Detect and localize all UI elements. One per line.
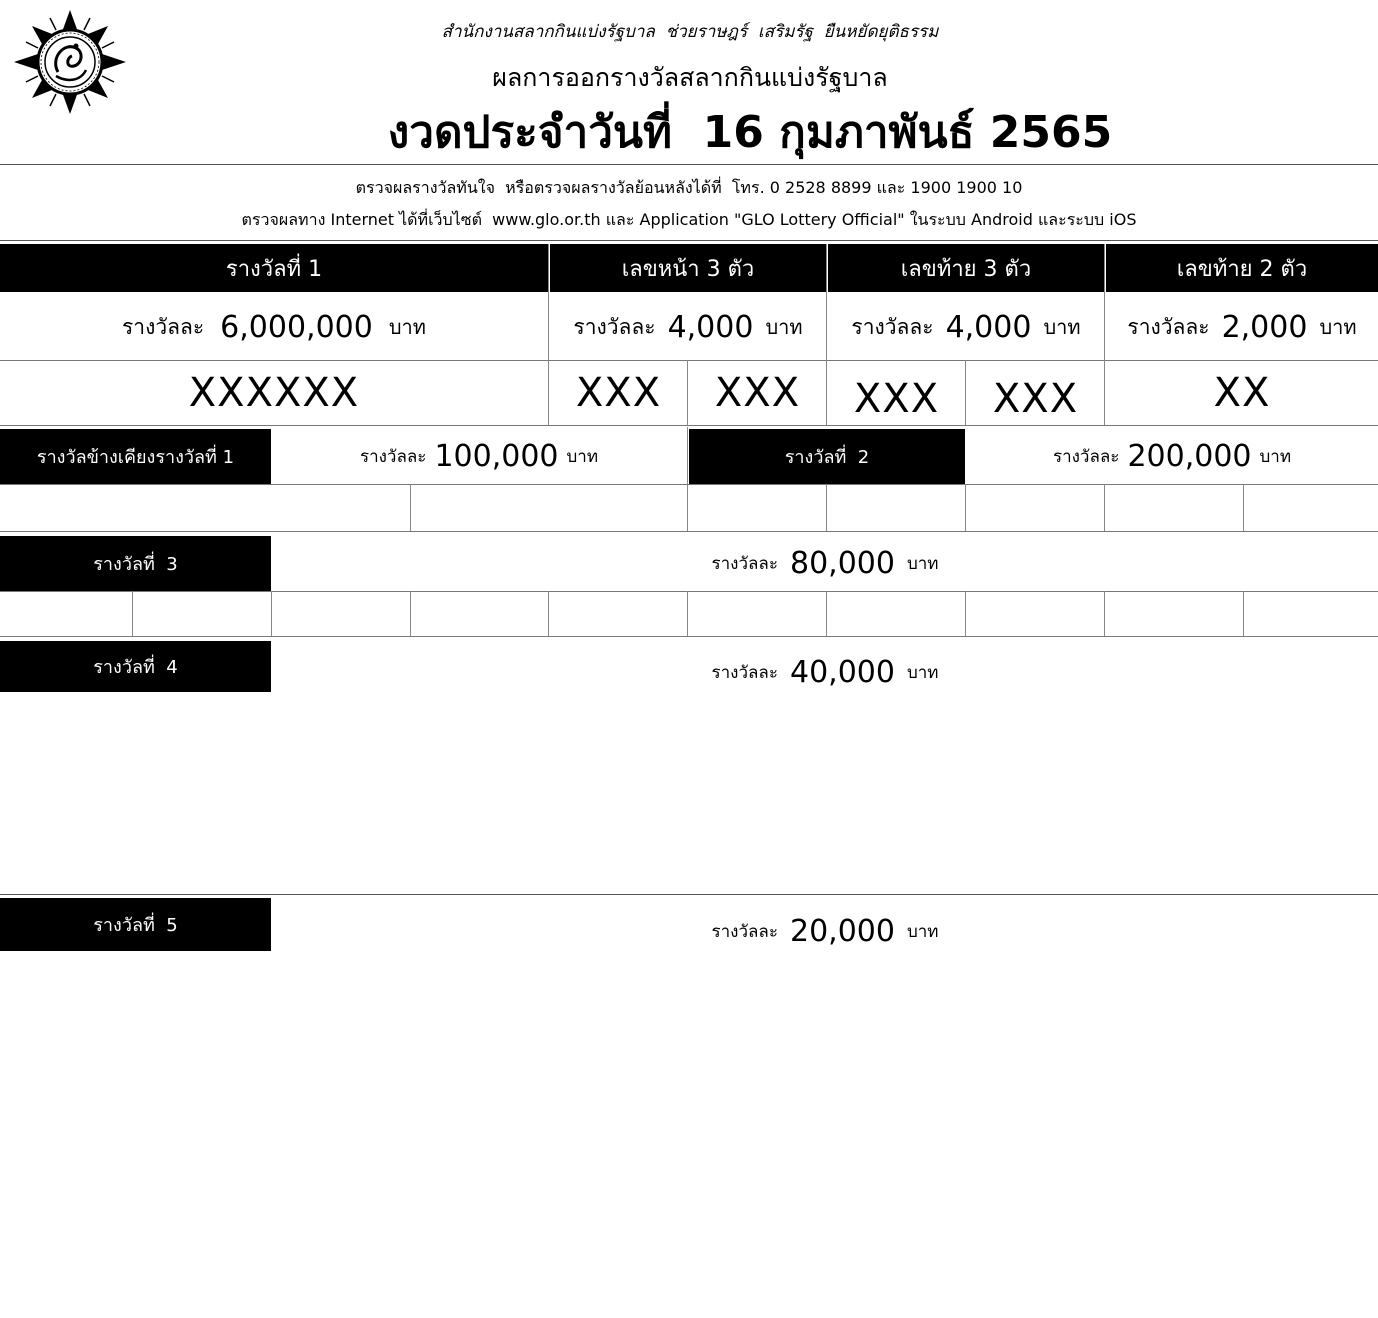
- subtitle: ผลการออกรางวัลสลากกินแบ่งรัฐบาล: [492, 63, 888, 92]
- fourth-prize-amount: รางวัลละ 40,000 บาท: [711, 654, 939, 690]
- front3-header: เลขหน้า 3 ตัว: [550, 244, 826, 292]
- near-first-amount: รางวัลละ 100,000 บาท: [359, 439, 599, 474]
- second-prize-header: รางวัลที่ 2: [689, 429, 965, 484]
- fifth-prize-header: รางวัลที่ 5: [0, 898, 271, 951]
- second-prize-amount: รางวัลละ 200,000 บาท: [1052, 439, 1292, 474]
- page-title: งวดประจำวันที่ 16 กุมภาพันธ์ 2565: [387, 107, 1113, 158]
- last2-header: เลขท้าย 2 ตัว: [1106, 244, 1378, 292]
- last3-header: เลขท้าย 3 ตัว: [828, 244, 1104, 292]
- front3-number-1: XXX: [575, 370, 662, 416]
- first-prize-header: รางวัลที่ 1: [0, 244, 548, 292]
- last2-number: XX: [1213, 370, 1271, 416]
- fourth-prize-header: รางวัลที่ 4: [0, 641, 271, 692]
- first-prize-number: XXXXXX: [188, 370, 360, 416]
- near-first-header: รางวัลข้างเคียงรางวัลที่ 1: [0, 429, 271, 484]
- info-line-internet: ตรวจผลทาง Internet ได้ที่เว็บไซต์ www.glo.or.th และ Application "GLO Lottery Official" ในระบบ Android และระบบ iOS: [241, 209, 1137, 229]
- last2-amount: รางวัลละ 2,000 บาท: [1127, 309, 1357, 345]
- info-line-phone: ตรวจผลรางวัลทันใจ หรือตรวจผลรางวัลย้อนหลังได้ที่ โทร. 0 2528 8899 และ 1900 1900 10: [355, 177, 1023, 197]
- front3-number-2: XXX: [714, 370, 801, 416]
- front3-amount: รางวัลละ 4,000 บาท: [573, 309, 803, 345]
- last3-amount: รางวัลละ 4,000 บาท: [851, 309, 1081, 345]
- glo-emblem-icon: [14, 10, 126, 114]
- last3-number-1: XXX: [853, 376, 940, 422]
- fifth-prize-amount: รางวัลละ 20,000 บาท: [711, 913, 939, 949]
- last3-number-2: XXX: [992, 376, 1079, 422]
- third-prize-header: รางวัลที่ 3: [0, 536, 271, 591]
- slogan: สำนักงานสลากกินแบ่งรัฐบาล ช่วยราษฎร์ เสริมรัฐ ยืนหยัดยุติธรรม: [441, 21, 939, 42]
- first-prize-amount: รางวัลละ 6,000,000 บาท: [122, 309, 426, 345]
- third-prize-amount: รางวัลละ 80,000 บาท: [711, 546, 939, 581]
